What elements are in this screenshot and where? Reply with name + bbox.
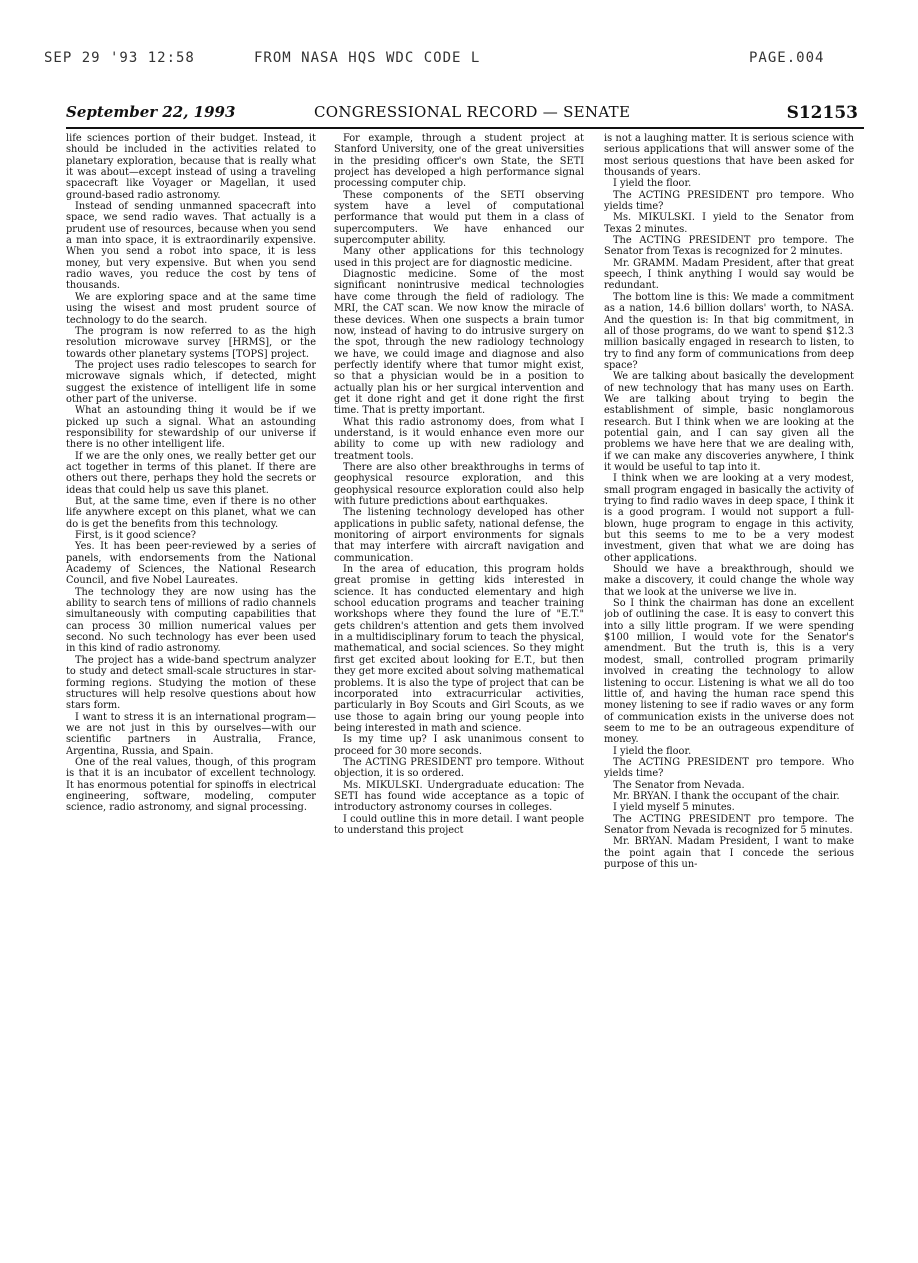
paragraph: Yes. It has been peer-reviewed by a series of panels, with endorsements from the National Academy of Sciences, the National Research Council, and five Nobel Laureates. [66,541,316,587]
paragraph: These components of the SETI observing system have a level of computational performance that would put them in a class of supercomputers. We have enhanced our supercomputer ability. [334,189,584,247]
paragraph: The ACTING PRESIDENT pro tempore. Who yields time? [604,756,854,780]
text-column-3 [604,133,854,1213]
text-column-2 [334,133,584,1213]
paragraph: For example, through a student project at Stanford University, one of the great universities in the presiding officer's own State, the SETI project has developed a high performance signal processing computer chip. [334,133,584,190]
paragraph: There are also other breakthroughs in terms of geophysical resource exploration, and this geophysical resource exploration could also help with future predictions about earthquakes. [334,461,584,507]
text-column-1 [66,133,316,1213]
publication-title: CONGRESSIONAL RECORD — SENATE [314,103,631,121]
paragraph: I yield the floor. [613,178,692,190]
masthead [66,103,866,127]
paragraph: is not a laughing matter. It is serious science with serious applications that will answer some of the most serious questions that have been asked for thousands of years. [604,133,854,179]
paragraph: The technology they are now using has the ability to search tens of millions of radio channels simultaneously with computing capabilities that can process 30 million numerical values per second. No such technology has ever been used in this kind of radio astronomy. [66,586,316,655]
paragraph: Instead of sending unmanned spacecraft into space, we send radio waves. That actually is a prudent use of resources, because when you send a man into space, it is extraordinarily expensive. When you send a robot into space, it is less money, but very expensive. But when you send radio waves, you reduce the cost by tens of thousands. [66,201,316,292]
paragraph: Diagnostic medicine. Some of the most significant nonintrusive medical technologies have come through the field of radiology. The MRI, the CAT scan. We now know the miracle of these devices. When one suspects a brain tumor now, instead of having to do intrusive surgery on the spot, through the new radiology technology we have, we could image and diagnose and also perfectly identify where that tumor might exist, so that a physician would be in a position to actually plan his or her surgical intervention and get it done right and get it done right the first time. That is pretty important. [334,269,584,417]
paragraph: We are talking about basically the development of new technology that has many uses on Earth. We are talking about trying to begin the establishment of simple, basic nonglamorous research. But I think when we are looking at the potential gain, and I can say given all the problems we have here that we are dealing with, if we can make any discoveries anywhere, I think it would be useful to tap into it. [604,371,854,473]
paragraph: life sciences portion of their budget. Instead, it should be included in the activities related to planetary exploration, because that is really what it was about—except instead of using a traveling spacecraft like Voyager or Magellan, it used ground-based radio astronomy. [66,133,316,201]
paragraph: The ACTING PRESIDENT pro tempore. The Senator from Nevada is recognized for 5 minutes. [604,813,854,836]
paragraph: One of the real values, though, of this program is that it is an incubator of excellent technology. It has enormous potential for spinoffs in electrical engineering, software, modeling, computer science, radio astronomy, and signal processing. [66,756,316,814]
paragraph: The project has a wide-band spectrum analyzer to study and detect small-scale structures in star-forming regions. Studying the motion of these structures will help resolve questions about how stars form. [66,654,316,712]
paragraph: I want to stress it is an international program—we are not just in this by ourselves—with our scientific partners in Australia, France, Argentina, Russia, and Spain. [66,711,316,757]
paragraph: The ACTING PRESIDENT pro tempore. Who yields time? [604,189,854,213]
paragraph: Ms. MIKULSKI. Undergraduate education: The SETI has found wide acceptance as a topic of introductory astronomy courses in colleges. [334,779,584,814]
paragraph: I yield the floor. [613,745,692,757]
paragraph: The Senator from Nevada. [613,779,745,791]
paragraph: So I think the chairman has done an excellent job of outlining the case. It is easy to convert this into a silly little program. If we were spending $100 million, I would vote for the Senator's amendment. But the truth is, this is a very modest, small, controlled program primarily involved in creating the technology to allow listening to occur. Listening is what we all do too little of, and having the human race spend this money listening to see if radio waves or any form of communication exists in the universe does not seem to me to be an outrageous expenditure of money. [604,598,854,746]
paragraph: Mr. BRYAN. I thank the occupant of the chair. [613,790,840,802]
paragraph: The program is now referred to as the high resolution microwave survey [HRMS], or the towards other planetary systems [TOPS] project. [66,325,316,360]
paragraph: In the area of education, this program holds great promise in getting kids interested in science. It has conducted elementary and high school education programs and teacher training workshops where they found the lure of "E.T." gets children's attention and gets them involved in a multidisciplinary forum to teach the physical, mathematical, and social sciences. So they might first get excited about looking for E.T., but then they get more excited about solving mathematical problems. It is also the type of project that can be incorporated into extracurricular activities, particularly in Boy Scouts and Girl Scouts, as we use those to again bring our young people into being interested in math and science. [334,564,584,734]
fax-sender: FROM NASA HQS WDC CODE L [254,50,481,66]
paragraph: Mr. GRAMM. Madam President, after that great speech, I think anything I would say would be redundant. [604,257,854,292]
fax-header [44,50,844,74]
paragraph: Ms. MIKULSKI. I yield to the Senator from Texas 2 minutes. [604,212,854,235]
paragraph: Many other applications for this technology used in this project are for diagnostic medicine. [334,246,584,269]
paragraph: Is my time up? I ask unanimous consent to proceed for 30 more seconds. [334,734,584,757]
paragraph: The listening technology developed has other applications in public safety, national defense, the monitoring of airport environments for signals that may interfere with aircraft navigation and communication. [334,507,584,564]
paragraph: The ACTING PRESIDENT pro tempore. The Senator from Texas is recognized for 2 minutes. [604,235,854,258]
paragraph: I could outline this in more detail. I want people to understand this project [334,813,584,836]
paragraph: I yield myself 5 minutes. [613,802,735,814]
paragraph: What this radio astronomy does, from what I understand, is it would enhance even more our ability to come up with new radiology and treatment tools. [334,416,584,462]
issue-date: September 22, 1993 [66,103,236,121]
fax-datetime: SEP 29 '93 12:58 [44,50,195,66]
paragraph: I think when we are looking at a very modest, small program engaged in basically the activity of trying to find radio waves in deep space, I think it is a good program. I would not support a full-blown, huge program to engage in this activity, but this seems to me to be a very modest investment, given that what we are doing has other applications. [604,473,854,564]
paragraph: Mr. BRYAN. Madam President, I want to make the point again that I concede the serious purpose of this un- [604,836,854,870]
fax-page: PAGE.004 [749,50,825,66]
paragraph: If we are the only ones, we really better get our act together in terms of this planet. If there are others out there, perhaps they hold the secrets or ideas that could help us save this planet. [66,450,316,496]
paragraph: But, at the same time, even if there is no other life anywhere except on this planet, what we can do is get the benefits from this technology. [66,496,316,530]
paragraph: Should we have a breakthrough, should we make a discovery, it could change the whole way that we look at the universe we live in. [604,564,854,598]
paragraph: We are exploring space and at the same time using the wisest and most prudent source of technology to do the search. [66,291,316,326]
masthead-rule [66,127,864,129]
paragraph: The ACTING PRESIDENT pro tempore. Without objection, it is so ordered. [334,756,584,780]
paragraph: The bottom line is this: We made a commitment as a nation, 14.6 billion dollars' worth, to NASA. And the question is: In that big commitment, in all of those programs, do we want to spend $12.3 million basically engaged in research to listen, to try to find any form of communications from deep space? [604,291,854,371]
paragraph: First, is it good science? [75,530,197,542]
page-number: S12153 [786,103,858,123]
paragraph: The project uses radio telescopes to search for microwave signals which, if detected, might suggest the existence of intelligent life in some other part of the universe. [66,359,316,405]
paragraph: What an astounding thing it would be if we picked up such a signal. What an astounding responsibility for stewardship of our universe if there is no other intelligent life. [66,405,316,451]
